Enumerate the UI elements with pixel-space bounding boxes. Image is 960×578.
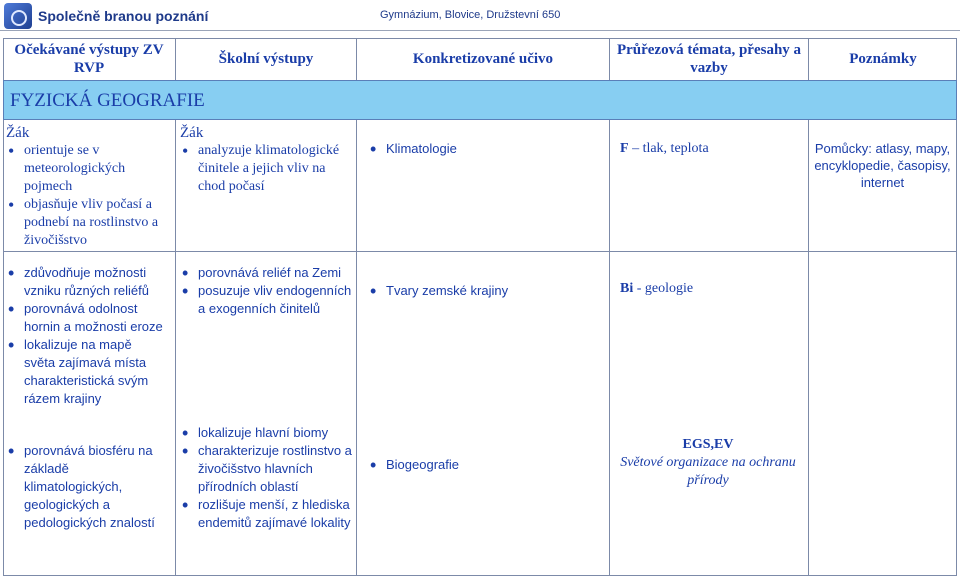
school-outputs-list — [180, 142, 355, 196]
column-divider — [356, 38, 357, 80]
school-outputs-list — [180, 264, 355, 318]
table-top-border — [3, 38, 957, 39]
row-divider — [3, 251, 957, 252]
row1-school-outputs — [180, 124, 355, 196]
student-label: Žák — [180, 125, 204, 141]
list-item: • lokalizuje na mapě světa zajímavá místa charakteristická svým rázem krajiny — [6, 336, 164, 408]
header-divider — [0, 30, 960, 31]
subject-topic: - geologie — [633, 281, 694, 296]
row1-curriculum — [368, 140, 588, 157]
column-header-cross-themes: Průřezová témata, přesahy a vazby — [616, 42, 802, 76]
list-item: • lokalizuje hlavní biomy — [180, 424, 355, 442]
row3-cross-themes — [618, 436, 798, 490]
curriculum-list — [368, 140, 588, 157]
column-header-school-outputs: Školní výstupy — [218, 51, 314, 67]
column-divider — [175, 120, 176, 575]
row2-school-outputs — [180, 264, 355, 318]
section-title: FYZICKÁ GEOGRAFIE — [10, 90, 205, 111]
list-item: • zdůvodňuje možnosti vzniku různých reliéfů — [6, 264, 164, 300]
logo — [4, 2, 209, 30]
list-item: • porovnává reliéf na Zemi — [180, 264, 355, 282]
list-item: • porovnává biosféru na základě klimatologických, geologických a pedologických znalostí — [6, 442, 164, 532]
row2-curriculum — [368, 282, 588, 299]
row1-cross-themes — [620, 140, 800, 158]
subject-topic: – tlak, teplota — [628, 141, 709, 156]
table-bottom-border — [3, 575, 957, 576]
row2-cross-themes — [620, 280, 800, 298]
subject-code: Bi — [620, 281, 634, 296]
row2-expected-outputs — [6, 264, 164, 408]
subject-topic: Světové organizace na ochranu přírody — [620, 455, 796, 488]
logo-text: Společně branou poznání — [38, 8, 209, 24]
list-item: • posuzuje vliv endogenních a exogenních činitelů — [180, 282, 355, 318]
subject-code: F — [620, 141, 629, 156]
column-divider — [356, 120, 357, 575]
globe-icon — [4, 3, 32, 29]
curriculum-list — [368, 282, 588, 299]
section-banner — [3, 80, 957, 120]
subject-code: EGS,EV — [682, 437, 734, 452]
list-item: • charakterizuje rostlinstvo a živočišstvo hlavních přírodních oblastí — [180, 442, 355, 496]
student-label: Žák — [6, 125, 30, 141]
column-divider — [609, 120, 610, 575]
row3-school-outputs — [180, 424, 355, 532]
list-item: • Tvary zemské krajiny — [368, 282, 588, 299]
list-item: • rozlišuje menší, z hlediska endemitů zajímavé lokality — [180, 496, 355, 532]
list-item: • Klimatologie — [368, 140, 588, 157]
school-outputs-list — [180, 424, 355, 532]
list-item: • Biogeografie — [368, 456, 588, 473]
column-header-curriculum: Konkretizované učivo — [412, 51, 554, 67]
expected-outputs-list — [6, 142, 164, 250]
column-header-notes: Poznámky — [849, 51, 917, 67]
row3-curriculum — [368, 456, 588, 473]
column-divider — [175, 38, 176, 80]
row1-notes: Pomůcky: atlasy, mapy, encyklopedie, časopisy, internet — [814, 141, 951, 190]
column-divider — [808, 38, 809, 80]
list-item: • porovnává odolnost hornin a možnosti eroze — [6, 300, 164, 336]
row1-expected-outputs — [6, 124, 164, 250]
column-divider — [808, 120, 809, 575]
expected-outputs-list — [6, 442, 164, 532]
school-name: Gymnázium, Blovice, Družstevní 650 — [380, 9, 561, 21]
curriculum-list — [368, 456, 588, 473]
list-item: • objasňuje vliv počasí a podnebí na rostlinstvo a živočišstvo — [6, 196, 164, 250]
column-divider — [609, 38, 610, 80]
list-item: • orientuje se v meteorologických pojmech — [6, 142, 164, 196]
row3-expected-outputs — [6, 442, 164, 532]
column-header-expected-outputs: Očekávané výstupy ZV RVP — [14, 42, 164, 76]
expected-outputs-list — [6, 264, 164, 408]
list-item: • analyzuje klimatologické činitele a jejich vliv na chod počasí — [180, 142, 355, 196]
